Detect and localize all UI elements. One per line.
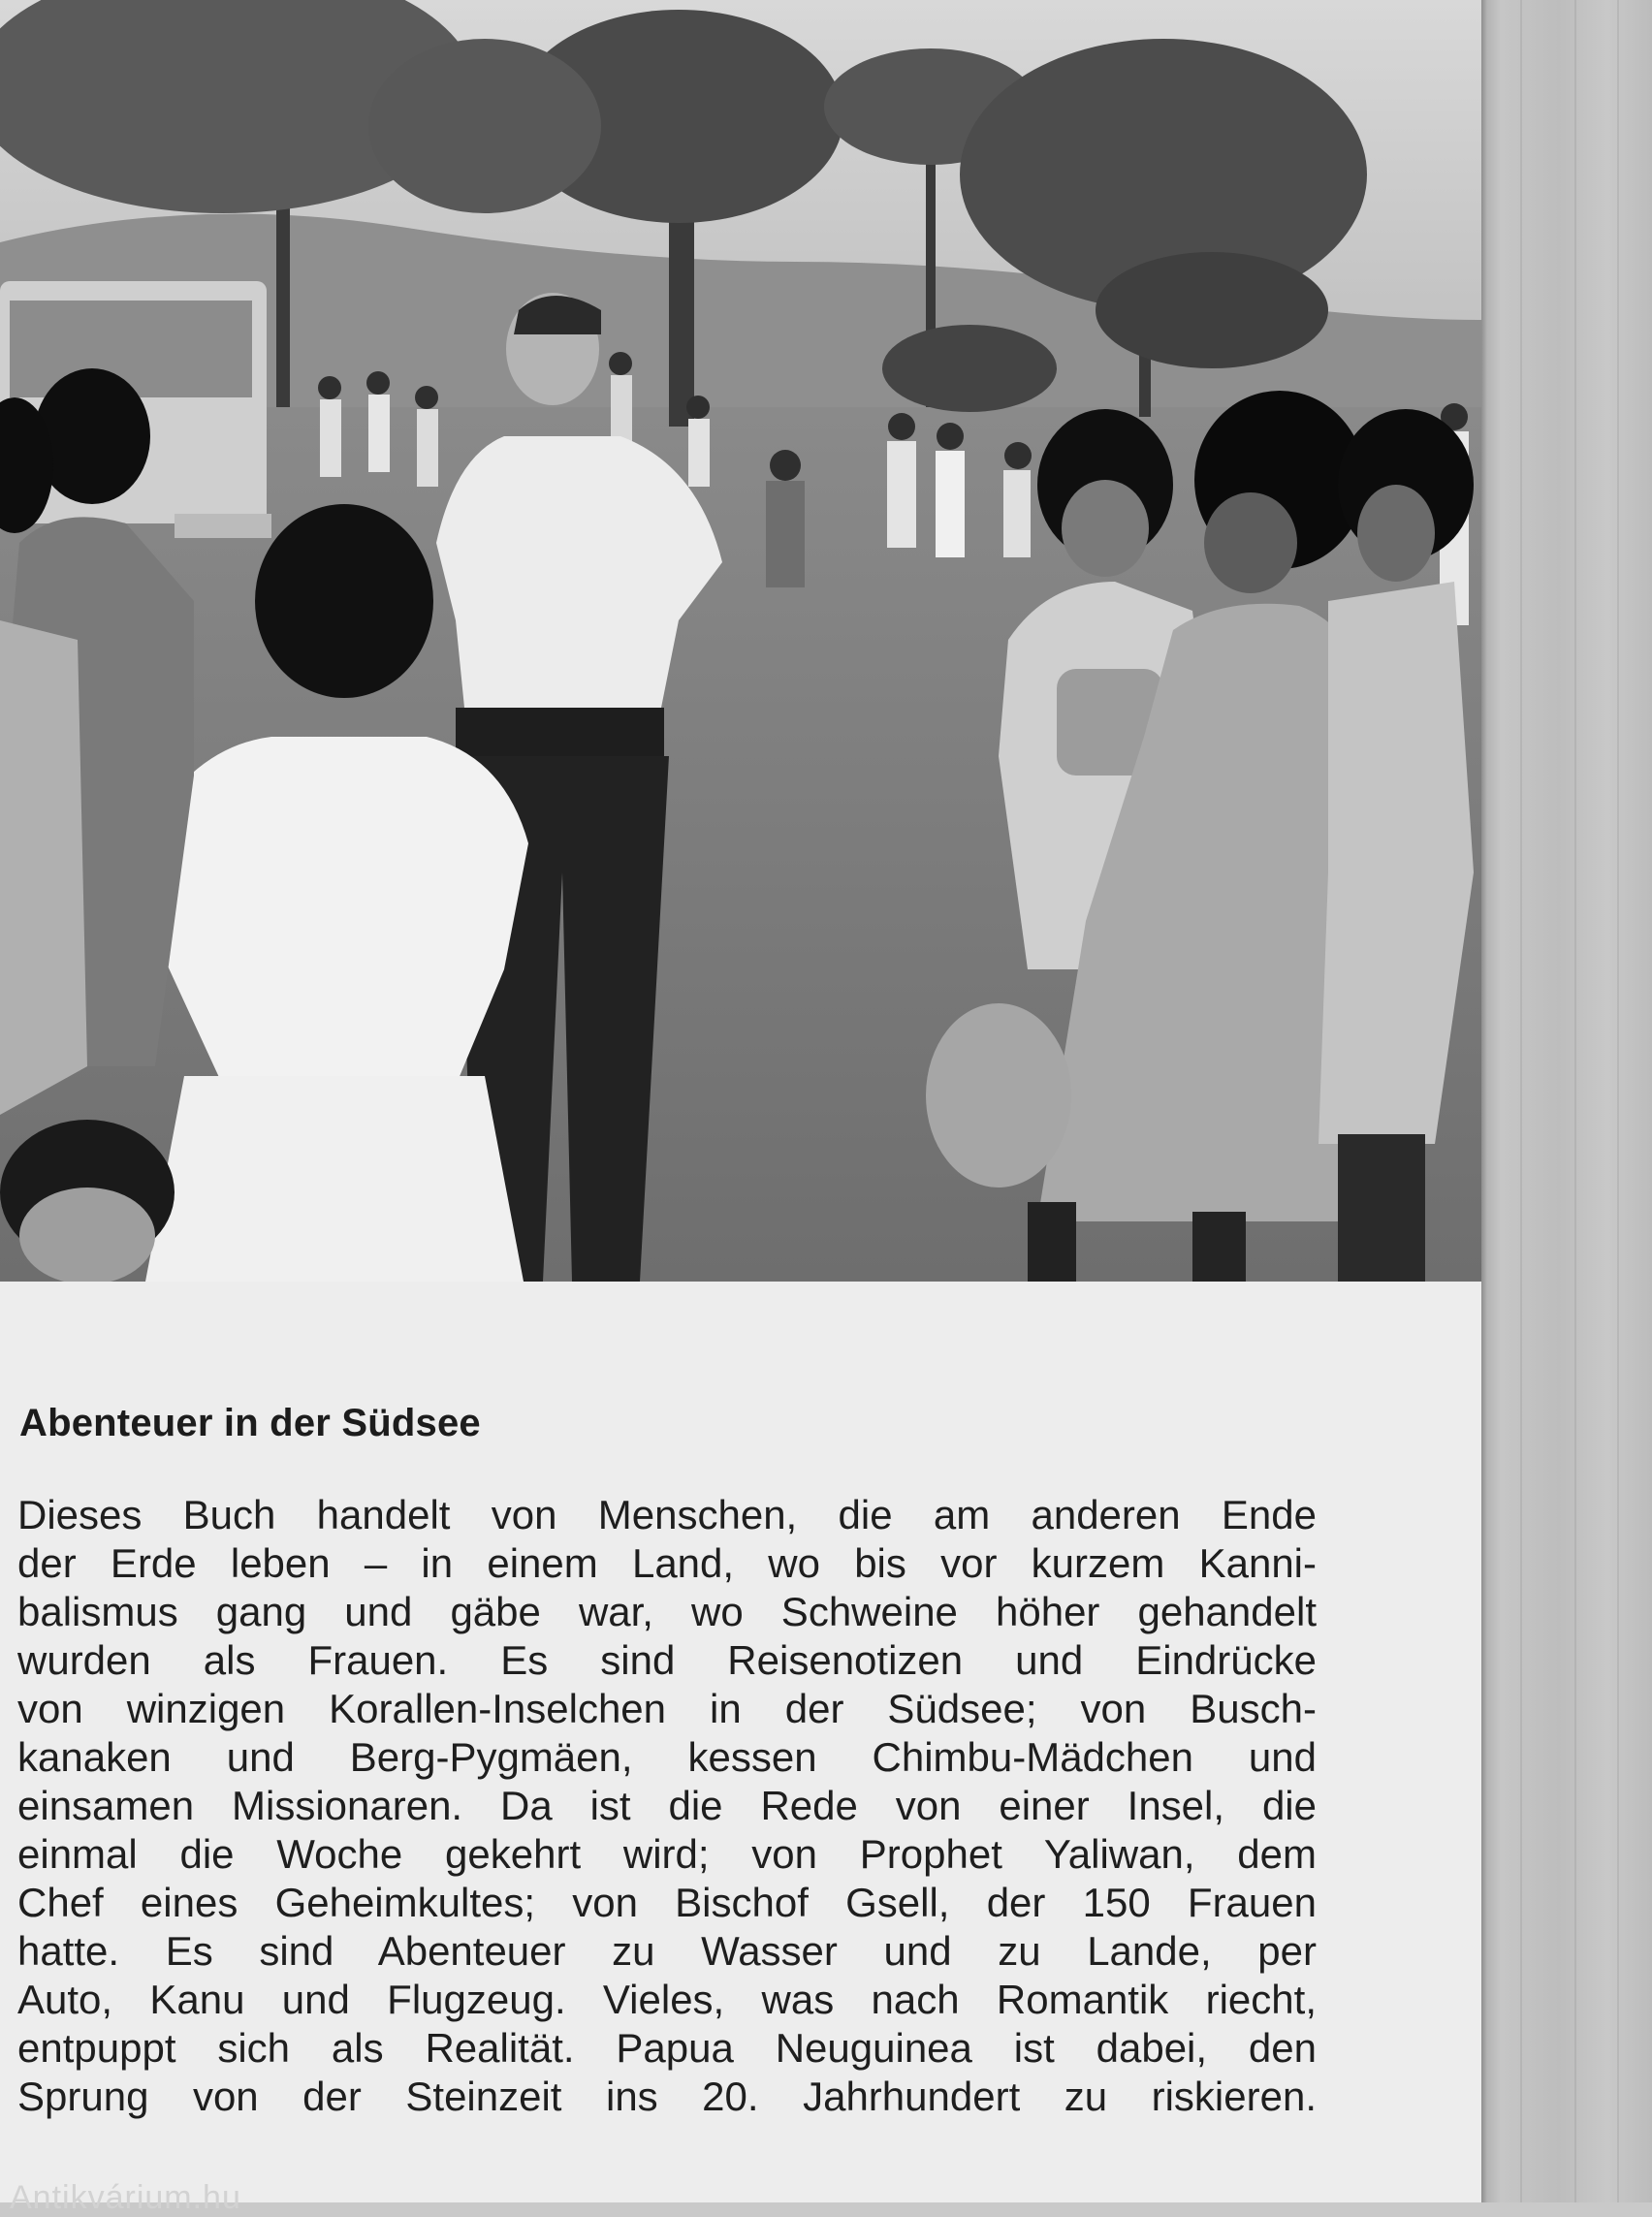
- blurb-line: Sprung von der Steinzeit ins 20. Jahrhundert zu riskieren.: [17, 2074, 1317, 2119]
- blurb-line: von winzigen Korallen-Inselchen in der Südsee; von Busch-: [17, 1686, 1317, 1731]
- wood-grain: [1574, 0, 1576, 2202]
- blurb-paragraph: [17, 1491, 1317, 2121]
- blurb-line: wurden als Frauen. Es sind Reisenotizen und Eindrücke: [17, 1637, 1317, 1683]
- blurb-line: der Erde leben – in einem Land, wo bis vor kurzem Kanni-: [17, 1540, 1317, 1586]
- blurb-line: Dieses Buch handelt von Menschen, die am anderen Ende: [17, 1492, 1317, 1537]
- blurb-line: entpuppt sich als Realität. Papua Neuguinea ist dabei, den: [17, 2025, 1317, 2071]
- blurb-line: einsamen Missionaren. Da ist die Rede von einer Insel, die: [17, 1783, 1317, 1828]
- blurb-line: kanaken und Berg-Pygmäen, kessen Chimbu-Mädchen und: [17, 1734, 1317, 1780]
- blurb-line: Chef eines Geheimkultes; von Bischof Gsell, der 150 Frauen: [17, 1880, 1317, 1925]
- caption-title: Abenteuer in der Südsee: [19, 1402, 481, 1444]
- watermark-text: Antikvárium.hu: [10, 2179, 241, 2216]
- blurb-line: hatte. Es sind Abenteuer zu Wasser und zu Lande, per: [17, 1928, 1317, 1974]
- blurb-line: balismus gang und gäbe war, wo Schweine höher gehandelt: [17, 1589, 1317, 1634]
- wood-grain: [1520, 0, 1522, 2202]
- blurb-line: einmal die Woche gekehrt wird; von Prophet Yaliwan, dem: [17, 1831, 1317, 1877]
- blurb-line: Auto, Kanu und Flugzeug. Vieles, was nach Romantik riecht,: [17, 1977, 1317, 2022]
- background-surface: [1481, 0, 1652, 2202]
- wood-grain: [1617, 0, 1619, 2202]
